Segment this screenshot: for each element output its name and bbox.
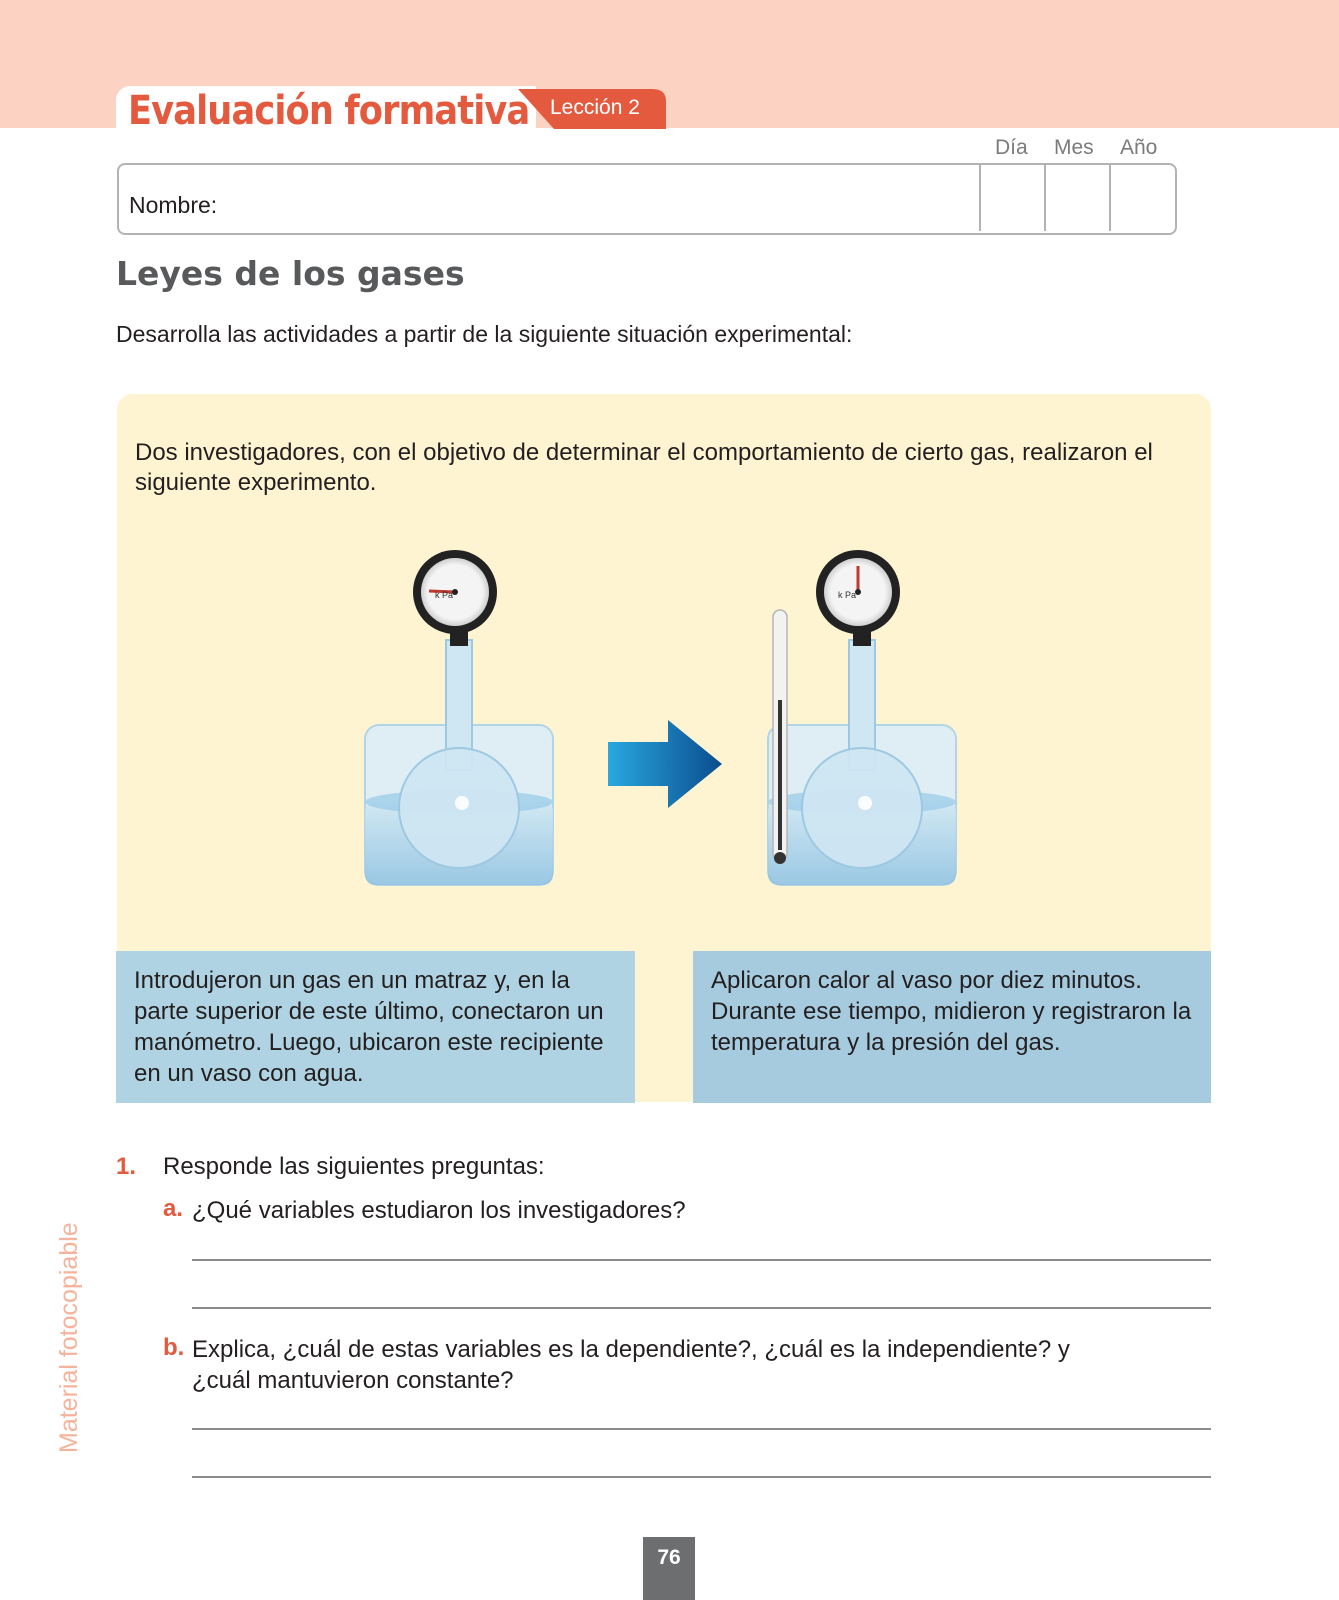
name-label: Nombre: (129, 192, 218, 218)
date-day-label: Día (995, 136, 1028, 159)
right-gauge-unit: k Pa (838, 590, 857, 600)
caption-left: Introdujeron un gas en un matraz y, en la parte superior de este último, conectaron un manómetro. Luego, ubicaron este recipiente en un vaso con agua. (116, 951, 635, 1103)
page-title: Evaluación formativa (128, 88, 530, 134)
arrow-icon (608, 720, 722, 808)
answer-line[interactable] (192, 1259, 1211, 1261)
page-number: 76 (657, 1546, 681, 1569)
answer-line[interactable] (192, 1476, 1211, 1478)
photocopiable-label: Material fotocopiable (55, 1222, 83, 1453)
caption-right: Aplicaron calor al vaso por diez minutos. Durante ese tiempo, midieron y registraron la temperatura y la presión del gas. (693, 951, 1211, 1103)
left-beaker-setup (365, 550, 553, 885)
subquestion-a-text: ¿Qué variables estudiaron los investigadores? (192, 1197, 686, 1224)
subquestion-b-text: Explica, ¿cuál de estas variables es la dependiente?, ¿cuál es la independiente? y ¿cuál mantuvieron constante? (192, 1336, 1070, 1394)
subquestion-a-letter: a. (163, 1195, 184, 1222)
date-month-label: Mes (1054, 136, 1094, 159)
date-divider (1044, 165, 1046, 231)
question-number: 1. (116, 1153, 137, 1180)
answer-line[interactable] (192, 1428, 1211, 1430)
date-divider (979, 165, 981, 231)
name-field[interactable] (117, 163, 1177, 235)
date-divider (1109, 165, 1111, 231)
instruction-text: Desarrolla las actividades a partir de la siguiente situación experimental: (116, 321, 853, 347)
date-year-label: Año (1120, 136, 1158, 159)
question-text: Responde las siguientes preguntas: (163, 1153, 545, 1180)
right-beaker-setup (768, 550, 956, 885)
left-gauge-unit: k Pa (435, 590, 454, 600)
subquestion-b-letter: b. (163, 1334, 185, 1361)
answer-line[interactable] (192, 1307, 1211, 1309)
experiment-intro: Dos investigadores, con el objetivo de determinar el comportamiento de cierto gas, realizaron el siguiente experimento. (135, 439, 1153, 496)
lesson-badge-label: Lección 2 (550, 96, 640, 119)
section-title: Leyes de los gases (116, 254, 465, 293)
